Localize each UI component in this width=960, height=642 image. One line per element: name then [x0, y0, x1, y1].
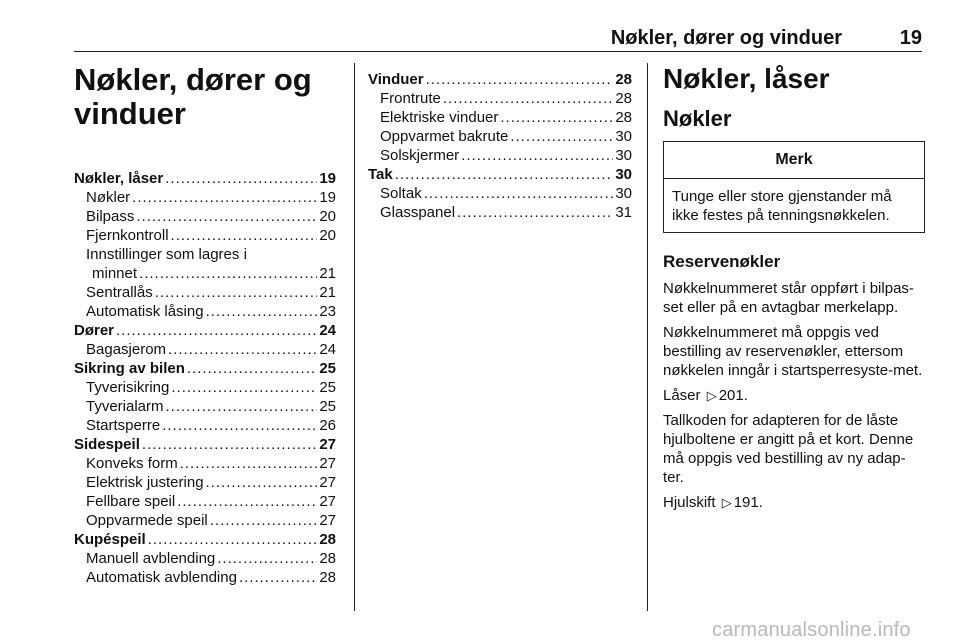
toc-entry-label: Manuell avblending [86, 550, 216, 567]
reference-page: 191. [733, 494, 763, 511]
toc-leader-dots [132, 188, 317, 207]
toc-entry-page: 31 [615, 204, 632, 221]
toc-entry-label: Fellbare speil [86, 493, 176, 510]
toc-entry-label: Dører [74, 322, 115, 339]
content-column-right [663, 63, 925, 518]
toc-entry-page: 28 [319, 569, 336, 586]
toc-entry-page: 27 [319, 474, 336, 491]
toc-entry-label: Tyverisikring [86, 379, 170, 396]
toc-entry-label: Glasspanel [380, 204, 456, 221]
toc-entry-label: Sidespeil [74, 436, 140, 453]
toc-leader-dots [187, 359, 317, 378]
page-header [0, 0, 960, 52]
toc-entry[interactable] [368, 108, 632, 127]
toc-entry-page: 19 [319, 189, 336, 206]
toc-entry-page: 27 [319, 436, 336, 453]
toc-entry-page: 27 [319, 512, 336, 529]
column-divider-right [647, 63, 648, 611]
toc-entry[interactable] [74, 188, 336, 207]
toc-entry-label: Solskjermer [380, 147, 460, 164]
toc-entry-label: Sikring av bilen [74, 360, 185, 377]
toc-entry-label: Automatisk avblending [86, 569, 237, 586]
toc-entry[interactable] [74, 397, 336, 416]
toc-entry-page: 25 [319, 379, 336, 396]
toc-entry[interactable] [74, 302, 336, 321]
toc-entry[interactable] [74, 226, 336, 245]
toc-entry[interactable] [74, 454, 336, 473]
header-rule [74, 51, 922, 52]
toc-entry-label: Bagasjerom [86, 341, 167, 358]
chapter-title-line1: Nøkler, dører og [74, 62, 312, 97]
paragraph-wheel-bolts: Tallkoden for adapteren for de låste hjulboltene er angitt på et kort. Denne må oppgis ved bestilling av ny adap-ter. [663, 412, 914, 486]
chapter-title-line2: vinduer [74, 96, 186, 131]
reference-page: 201. [718, 387, 748, 404]
toc-entry-label: Frontrute [380, 90, 441, 107]
toc-entry-page: 27 [319, 455, 336, 472]
toc-entry-page: 28 [319, 531, 336, 548]
toc-leader-dots [395, 165, 614, 184]
chapter-title [74, 63, 336, 131]
toc-entry-label: Konveks form [86, 455, 178, 472]
toc-entry[interactable] [74, 549, 336, 568]
toc-entry-label: Tak [368, 166, 393, 183]
note-text: Tunge eller store gjenstander må ikke festes på tenningsnøkkelen. [672, 188, 892, 224]
toc-chapter-entry[interactable] [74, 321, 336, 340]
toc-entry-page: 30 [615, 128, 632, 145]
toc-leader-dots [136, 207, 317, 226]
toc-entry-page: 20 [319, 227, 336, 244]
toc-entry-label: Soltak [380, 185, 422, 202]
toc-entry-page: 24 [319, 341, 336, 358]
toc-entry[interactable] [368, 89, 632, 108]
toc-entry-label: Nøkler, låser [74, 170, 164, 187]
toc-entry-page: 27 [319, 493, 336, 510]
toc-entry[interactable] [74, 207, 336, 226]
toc-entry[interactable] [368, 127, 632, 146]
toc-leader-dots [168, 340, 317, 359]
toc-entry-label: Fjernkontroll [86, 227, 169, 244]
toc-leader-dots [443, 89, 613, 108]
reference-label: Hjulskift [663, 494, 716, 511]
toc-entry-label: minnet [92, 265, 138, 282]
toc-chapter-entry[interactable] [74, 359, 336, 378]
toc-entry-page: 25 [319, 360, 336, 377]
toc-entry[interactable] [74, 245, 336, 264]
toc-leader-dots [171, 378, 317, 397]
toc-leader-dots [166, 397, 318, 416]
section-title: Nøkler, låser [663, 63, 830, 94]
toc-entry-label: Elektriske vinduer [380, 109, 499, 126]
toc-entry-label: Innstillinger som lagres i [86, 246, 247, 263]
toc-column-left [74, 63, 336, 587]
page-reference-arrow-icon: ▷ [706, 388, 717, 403]
toc-entry[interactable] [368, 184, 632, 203]
toc-entry[interactable] [74, 511, 336, 530]
toc-entry-page: 30 [615, 147, 632, 164]
toc-leader-dots [148, 530, 318, 549]
toc-leader-dots [139, 264, 317, 283]
watermark: carmanualsonline.info [712, 619, 911, 641]
toc-entry[interactable] [74, 568, 336, 587]
page-reference-arrow-icon: ▷ [721, 495, 732, 510]
toc-entry-label: Startsperre [86, 417, 161, 434]
toc-entry-label: Vinduer [368, 71, 424, 88]
toc-entry[interactable] [74, 416, 336, 435]
toc-leader-dots [142, 435, 317, 454]
toc-entry-page: 26 [319, 417, 336, 434]
toc-entry-label: Oppvarmet bakrute [380, 128, 509, 145]
toc-entry-label: Kupéspeil [74, 531, 146, 548]
toc-entry[interactable] [74, 378, 336, 397]
toc-entry-page: 28 [615, 109, 632, 126]
toc-entry-page: 23 [319, 303, 336, 320]
toc-entry-label: Sentrallås [86, 284, 153, 301]
reference-wheel-change[interactable] [663, 493, 925, 512]
toc-chapter-entry[interactable] [74, 530, 336, 549]
column-divider-left [354, 63, 355, 611]
toc-entry[interactable] [368, 203, 632, 222]
toc-leader-dots [180, 454, 318, 473]
toc-entry-page: 28 [615, 90, 632, 107]
toc-entry-page: 21 [319, 284, 336, 301]
toc-leader-dots [510, 127, 613, 146]
toc-leader-dots [239, 568, 317, 587]
toc-list-left [74, 169, 336, 587]
toc-leader-dots [424, 184, 614, 203]
subsection-title: Nøkler [663, 106, 732, 131]
toc-entry[interactable] [74, 283, 336, 302]
toc-entry-label: Tyverialarm [86, 398, 164, 415]
toc-entry-page: 25 [319, 398, 336, 415]
toc-chapter-entry[interactable] [368, 70, 632, 89]
toc-leader-dots [500, 108, 613, 127]
toc-leader-dots [206, 473, 318, 492]
toc-leader-dots [461, 146, 613, 165]
toc-column-middle [368, 70, 632, 222]
toc-entry[interactable] [74, 340, 336, 359]
toc-leader-dots [217, 549, 317, 568]
toc-entry[interactable] [74, 264, 336, 283]
toc-entry-page: 30 [615, 166, 632, 183]
toc-entry-label: Bilpass [86, 208, 135, 225]
toc-leader-dots [177, 492, 317, 511]
toc-entry-page: 24 [319, 322, 336, 339]
toc-leader-dots [165, 169, 317, 188]
toc-leader-dots [116, 321, 317, 340]
toc-leader-dots [457, 203, 613, 222]
toc-leader-dots [155, 283, 318, 302]
reference-locks[interactable] [663, 386, 925, 405]
toc-leader-dots [171, 226, 318, 245]
toc-entry-page: 28 [319, 550, 336, 567]
note-heading: Merk [664, 142, 924, 179]
toc-entry-page: 21 [319, 265, 336, 282]
paragraph-key-number: Nøkkelnummeret står oppført i bilpas-set eller på en avtagbar merkelapp. [663, 280, 914, 316]
toc-chapter-entry[interactable] [368, 165, 632, 184]
toc-leader-dots [162, 416, 317, 435]
toc-entry-page: 20 [319, 208, 336, 225]
reference-label: Låser [663, 387, 701, 404]
toc-chapter-entry[interactable] [74, 169, 336, 188]
toc-entry-label: Oppvarmede speil [86, 512, 208, 529]
toc-entry[interactable] [74, 473, 336, 492]
note-box [663, 141, 925, 233]
toc-entry-label: Automatisk låsing [86, 303, 204, 320]
toc-entry-page: 19 [319, 170, 336, 187]
toc-leader-dots [210, 511, 318, 530]
toc-entry[interactable] [368, 146, 632, 165]
toc-leader-dots [426, 70, 614, 89]
toc-chapter-entry[interactable] [74, 435, 336, 454]
reserve-keys-heading: Reservenøkler [663, 252, 781, 271]
toc-entry-label: Elektrisk justering [86, 474, 204, 491]
toc-entry-page: 28 [615, 71, 632, 88]
toc-list-middle [368, 70, 632, 222]
paragraph-ordering: Nøkkelnummeret må oppgis ved bestilling av reservenøkler, ettersom nøkkelen inngår i startsperresyste-met. [663, 324, 923, 379]
page-number: 19 [899, 27, 922, 49]
running-header-title: Nøkler, dører og vinduer [610, 27, 842, 49]
toc-entry-label: Nøkler [86, 189, 131, 206]
toc-entry-page: 30 [615, 185, 632, 202]
toc-leader-dots [206, 302, 318, 321]
toc-entry[interactable] [74, 492, 336, 511]
